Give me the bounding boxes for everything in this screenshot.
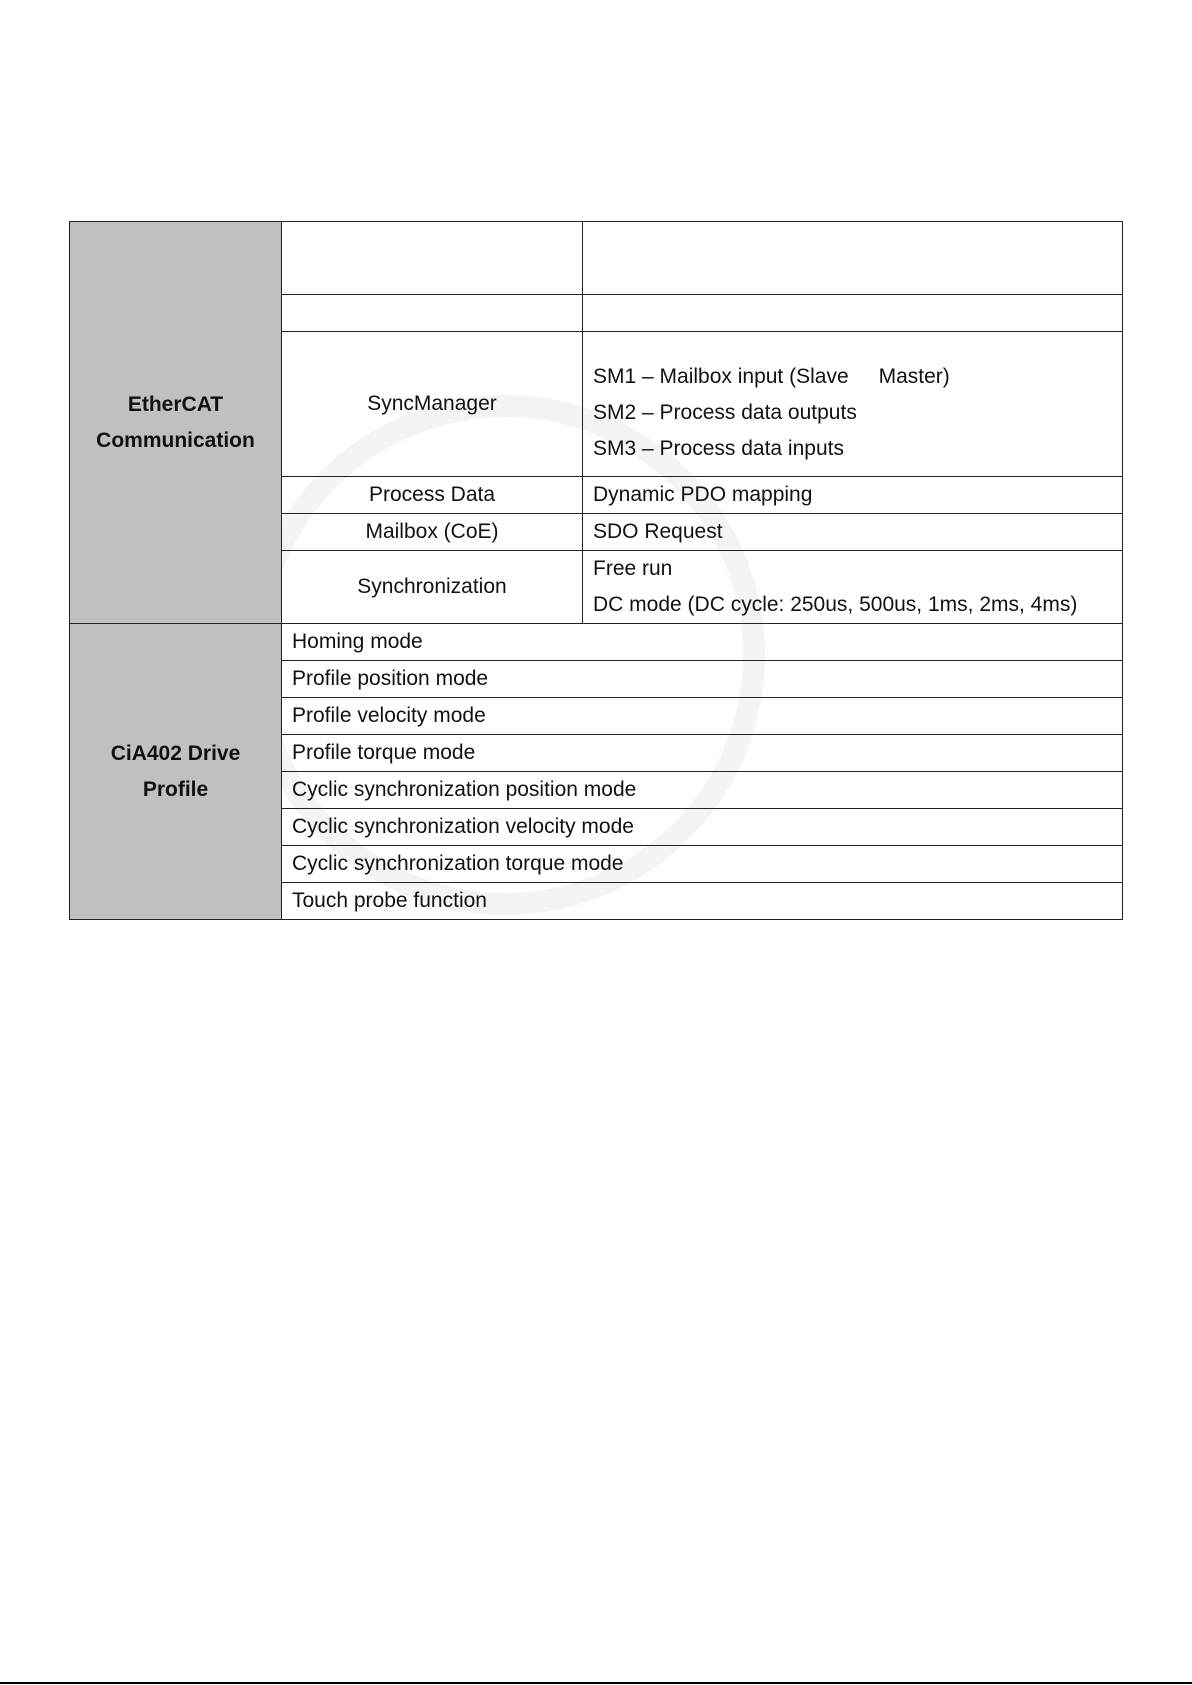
group-label-line2: Profile: [142, 777, 209, 801]
mode-cell: Homing mode: [282, 624, 1123, 661]
feature-cell-mailbox: Mailbox (CoE): [282, 514, 583, 551]
spec-table: [69, 221, 1123, 920]
group-label-line1: EtherCAT: [127, 392, 224, 416]
detail-line: [593, 359, 1112, 395]
mode-cell: Profile position mode: [282, 661, 1123, 698]
group-cell-ethercat: [70, 222, 282, 624]
sm1-master-text: Master): [878, 365, 950, 388]
mode-cell: Cyclic synchronization torque mode: [282, 846, 1123, 883]
feature-cell-synchronization: Synchronization: [282, 551, 583, 624]
feature-cell-syncmanager: SyncManager: [282, 332, 583, 477]
mode-cell: Profile velocity mode: [282, 698, 1123, 735]
sm1-text: SM1 – Mailbox input (Slave: [593, 365, 849, 388]
table-row: [70, 222, 1123, 295]
feature-cell: [282, 295, 583, 332]
detail-cell-mailbox: SDO Request: [583, 514, 1123, 551]
detail-cell-syncmanager: [583, 332, 1123, 477]
detail-cell: [583, 295, 1123, 332]
detail-line: Free run: [593, 557, 673, 580]
mode-cell: Profile torque mode: [282, 735, 1123, 772]
detail-cell: [583, 222, 1123, 295]
detail-line: DC mode (DC cycle: 250us, 500us, 1ms, 2ms, 4ms): [593, 593, 1078, 616]
footer-rule: [0, 1682, 1192, 1684]
feature-cell: [282, 222, 583, 295]
group-label-line1: CiA402 Drive: [110, 741, 241, 765]
mode-cell: Touch probe function: [282, 883, 1123, 920]
detail-line: SM2 – Process data outputs: [593, 401, 857, 424]
group-cell-cia402: [70, 624, 282, 920]
mode-cell: Cyclic synchronization position mode: [282, 772, 1123, 809]
group-label-line2: Communication: [96, 428, 255, 452]
mode-cell: Cyclic synchronization velocity mode: [282, 809, 1123, 846]
detail-line: SM3 – Process data inputs: [593, 437, 844, 460]
feature-cell-process-data: Process Data: [282, 477, 583, 514]
detail-cell-synchronization: [583, 551, 1123, 624]
table-row: [70, 624, 1123, 661]
detail-cell-process-data: Dynamic PDO mapping: [583, 477, 1123, 514]
